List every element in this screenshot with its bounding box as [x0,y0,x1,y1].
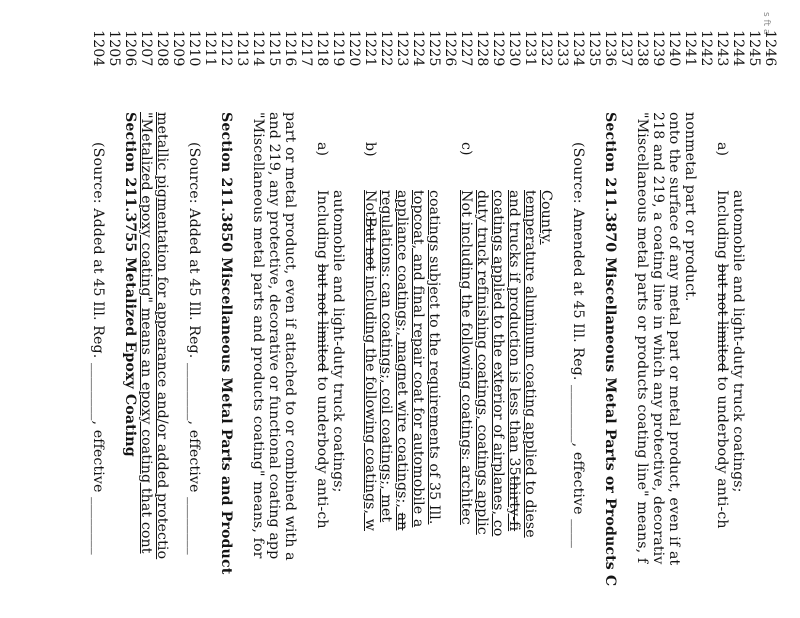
line-number: 1214 [250,30,266,67]
line-number: 1226 [442,30,458,67]
line-number: 1245 [746,30,762,67]
line-number: 1234 [570,30,586,67]
section-211-3850-para-line-3: part or metal product, even if attached to or combined with a [282,112,298,561]
section-211-3850-para-line-2: and 219, any protective, decorative or functional coating app [266,112,282,560]
line-number: 1244 [730,30,746,67]
line-number: 1220 [346,30,362,67]
section-211-3870-item-a-line-2: automobile and light-duty truck coatings; [730,190,746,493]
line-number: 1243 [714,30,730,67]
line-number: 1237 [618,30,634,67]
line-number: 1225 [426,30,442,67]
line-number: 1218 [314,30,330,67]
line-number: 1239 [650,30,666,67]
line-number: 1206 [122,30,138,67]
item-c-line-3: coatings applied to the exterior of airplanes, co [490,190,506,537]
source-note-1204: (Source: Added at 45 Ill. Reg. ________, effective ________ [90,142,106,555]
section-211-3755-def-line-1: "Metalized epoxy coating" means an epoxy coating that cont [138,112,154,554]
line-number: 1205 [106,30,122,67]
line-number: 1228 [474,30,490,67]
line-number: 1217 [298,30,314,67]
item-c-line-6: County. [538,190,554,245]
item-b-marker: b) [362,142,378,157]
section-211-3870-item-a-line-1: Including but not limited to underbody anti-ch [714,190,730,529]
line-number: 1230 [506,30,522,67]
item-a-line-1: Including but not limited to underbody anti-ch [314,190,330,529]
line-number: 1204 [90,30,106,67]
item-a-marker: a) [314,142,330,157]
line-number: 1232 [538,30,554,67]
line-number: 1213 [234,30,250,67]
section-211-3755-title: Section 211.3755 Metalized Epoxy Coating [122,112,138,457]
line-number: 1222 [378,30,394,67]
line-number: 1221 [362,30,378,67]
line-number: 1229 [490,30,506,67]
line-number: 1216 [282,30,298,67]
line-number: 1246 [762,30,778,67]
line-number: 1224 [410,30,426,67]
section-211-3870-para-line-4: nonmetal part or product. [682,112,698,302]
item-b-line-4: topcoat, and final repair coat for automobile a [410,190,426,528]
section-211-3755-def-line-2: metallic pigmentation for appearance and/or added protectio [154,112,170,560]
scan-artifact-marks: s ft a [761,12,771,35]
line-number: 1231 [522,30,538,67]
line-number: 1235 [586,30,602,67]
item-c-marker: c) [458,142,474,156]
line-number: 1242 [698,30,714,67]
line-number: 1209 [170,30,186,67]
line-number: 1215 [266,30,282,67]
line-number: 1240 [666,30,682,67]
line-number: 1238 [634,30,650,67]
section-211-3870-title: Section 211.3870 Miscellaneous Metal Parts or Products C [602,112,618,587]
line-number: 1219 [330,30,346,67]
section-211-3870-para-line-3: onto the surface of any metal part or metal product, even if at [666,112,682,566]
line-number: 1210 [186,30,202,67]
line-number: 1233 [554,30,570,67]
section-211-3850-title: Section 211.3850 Miscellaneous Metal Parts and Product [218,112,234,575]
section-211-3870-para-line-2: 218 and 219, a coating line in which any protective, decorativ [650,112,666,565]
line-number: 1241 [682,30,698,67]
line-number: 1236 [602,30,618,67]
item-c-line-2: duty truck refinishing coatings, coatings applic [474,190,490,535]
line-number: 1208 [154,30,170,67]
line-number: 1212 [218,30,234,67]
item-b-line-3: appliance coatings;, magnet wire coatings;, an [394,190,410,531]
item-b-line-5: coatings subject to the requirements of 35 Ill. [426,190,442,525]
source-note-1210: (Source: Added at 45 Ill. Reg. ________, effective ________ [186,142,202,555]
item-b-line-1: NotBut not including the following coatings, w [362,190,378,531]
line-number: 1211 [202,30,218,67]
source-note-1235: (Source: Amended at 45 Ill. Reg. ________, effective ____ [570,142,586,549]
section-211-3870-para-line-1: "Miscellaneous metal parts or products coating line" means, f [634,112,650,564]
item-c-line-1: Not including the following coatings: architec [458,190,474,525]
line-number: 1223 [394,30,410,67]
item-c-line-5: temperature aluminum coating applied to diese [522,190,538,538]
item-a-line-2: automobile and light-duty truck coatings; [330,190,346,493]
item-c-line-4: and trucks if production is less than 35thirty-fi [506,190,522,532]
line-number: 1227 [458,30,474,67]
section-211-3870-item-a-marker: a) [714,142,730,157]
line-number: 1207 [138,30,154,67]
section-211-3850-para-line-1: "Miscellaneous metal parts and products coating" means, for [250,112,266,559]
item-b-line-2: regulations: can coatings;, coil coatings;, met [378,190,394,523]
